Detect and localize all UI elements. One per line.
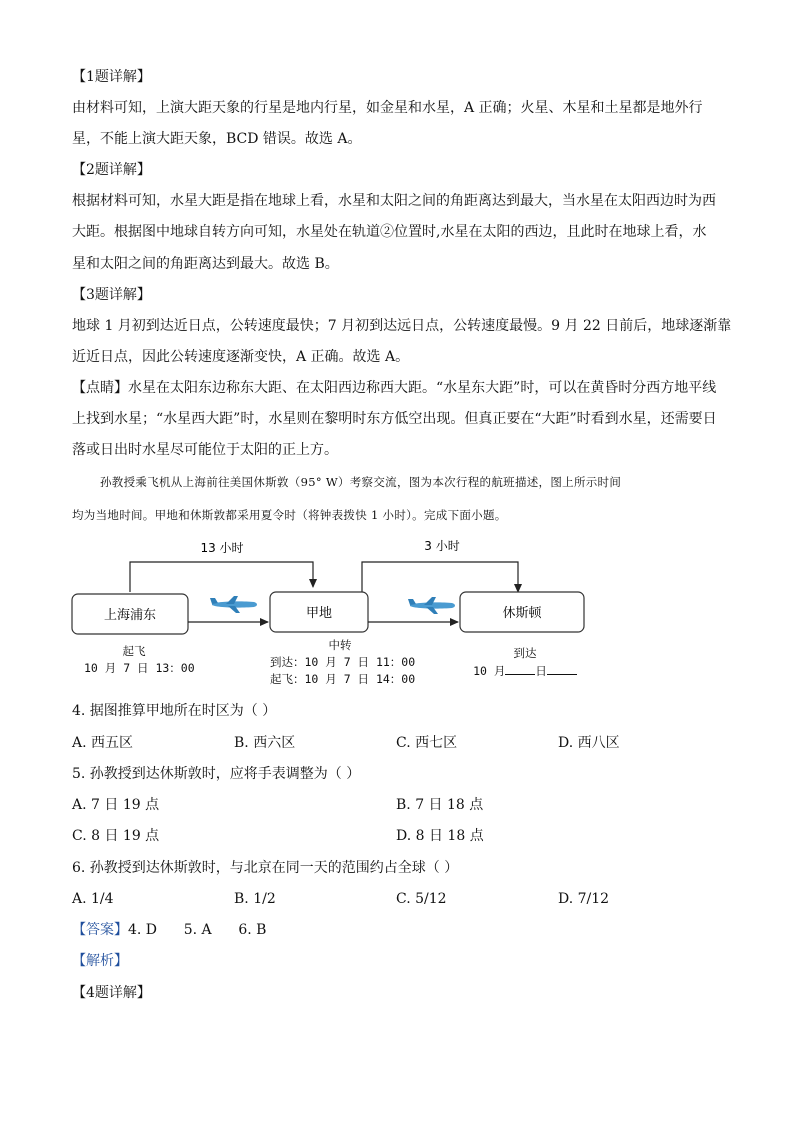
span-13h-line: [130, 562, 313, 592]
span-3h-label: 3 小时: [424, 539, 460, 553]
node-houston-label: 休斯顿: [502, 606, 542, 621]
tip-heading: 【点睛】: [72, 380, 128, 396]
intro-line-1: 孙教授乘飞机从上海前往美国休斯敦（95° W）考察交流，图为本次行程的航班描述，图上所示时间: [100, 475, 622, 489]
section-2-line-1: 根据材料可知，水星大距是指在地球上看，水星和太阳之间的角距离达到最大，当水星在太阳西边时为西: [72, 193, 716, 209]
span-13h-label: 13 小时: [200, 541, 244, 555]
node-1-caption-time: 10 月 7 日 13：00: [84, 661, 195, 675]
tip-text-1: 水星在太阳东边称东大距、在太阳西边称西大距。“水星东大距”时，可以在黄昏时分西方地平线: [128, 380, 717, 396]
airplane-icon: [210, 596, 257, 613]
q5-option-c: C. 8 日 19 点: [72, 828, 160, 844]
node-jiadi-label: 甲地: [305, 606, 333, 621]
section-3-heading: 【3题详解】: [72, 287, 151, 303]
q6-option-c: C. 5/12: [396, 891, 447, 907]
q5-option-a: A. 7 日 19 点: [72, 797, 160, 813]
section-2-heading: 【2题详解】: [72, 162, 151, 178]
tip-line-3: 落或日出时水星尽可能位于太阳的正上方。: [72, 442, 338, 458]
answer-label: 【答案】: [72, 922, 128, 938]
section-1-heading: 【1题详解】: [72, 69, 151, 85]
node-3-caption-action: 到达: [513, 646, 537, 660]
airplane-icon: [408, 597, 455, 614]
section-2-line-3: 星和太阳之间的角距离达到最大。故选 B。: [72, 256, 339, 272]
q6-option-d: D. 7/12: [558, 891, 610, 907]
tip-line-1: [72, 378, 716, 398]
section-1-line-2: 星，不能上演大距天象，BCD 错误。故选 A。: [72, 131, 362, 147]
span-3h-line: [362, 562, 518, 592]
q5-option-b: B. 7 日 18 点: [396, 797, 484, 813]
node-2-caption: [270, 637, 416, 688]
q4-option-b: B. 西六区: [234, 735, 296, 751]
section-2-line-2: 大距。根据图中地球自转方向可知，水星处在轨道②位置时,水星在太阳的西边，且此时在地球上看，水: [72, 224, 707, 240]
section-4-heading: 【4题详解】: [72, 985, 151, 1001]
node-1-caption-action: 起飞: [122, 644, 146, 658]
q5-stem: 5. 孙教授到达休斯敦时，应将手表调整为（ ）: [72, 766, 361, 782]
node-3-caption: [470, 645, 580, 680]
analysis-label: 【解析】: [72, 953, 128, 969]
q4-option-d: D. 西八区: [558, 735, 620, 751]
node-shanghai-label: 上海浦东: [103, 608, 157, 623]
node-3-caption-date: [470, 662, 580, 680]
q5-option-d: D. 8 日 18 点: [396, 828, 484, 844]
node-3-month: 10 月: [473, 664, 506, 678]
q6-option-a: A. 1/4: [72, 891, 114, 907]
blank-time: [547, 662, 577, 675]
q6-stem: 6. 孙教授到达休斯敦时，与北京在同一天的范围约占全球（ ）: [72, 860, 459, 876]
answer-line: [72, 920, 266, 940]
answer-text: 4. D 5. A 6. B: [128, 922, 267, 938]
q4-option-c: C. 西七区: [396, 735, 458, 751]
section-3-line-2: 近近日点，因此公转速度逐渐变快，A 正确。故选 A。: [72, 349, 410, 365]
node-3-day-unit: 日: [535, 664, 547, 678]
node-2-caption-action: 中转: [328, 638, 352, 652]
node-2-caption-arrive: 到达：10 月 7 日 11：00: [270, 655, 416, 669]
q6-option-b: B. 1/2: [234, 891, 276, 907]
section-3-line-1: 地球 1 月初到达近日点，公转速度最快；7 月初到达远日点，公转速度最慢。9 月 22 日前后，地球逐渐靠: [72, 318, 732, 334]
tip-line-2: 上找到水星；“水星西大距”时，水星则在黎明时东方低空出现。但真正要在“大距”时看到水星，还需要日: [72, 411, 717, 427]
q4-stem: 4. 据图推算甲地所在时区为（ ）: [72, 703, 277, 719]
node-2-caption-depart: 起飞：10 月 7 日 14：00: [270, 672, 416, 686]
q4-option-a: A. 西五区: [72, 735, 134, 751]
intro-line-2: 均为当地时间。甲地和休斯敦都采用夏令时（将钟表拨快 1 小时）。完成下面小题。: [72, 508, 507, 522]
blank-day: [505, 662, 535, 675]
node-1-caption: [84, 643, 195, 677]
section-1-line-1: 由材料可知，上演大距天象的行星是地内行星，如金星和水星，A 正确；火星、木星和土星都是地外行: [72, 100, 703, 116]
